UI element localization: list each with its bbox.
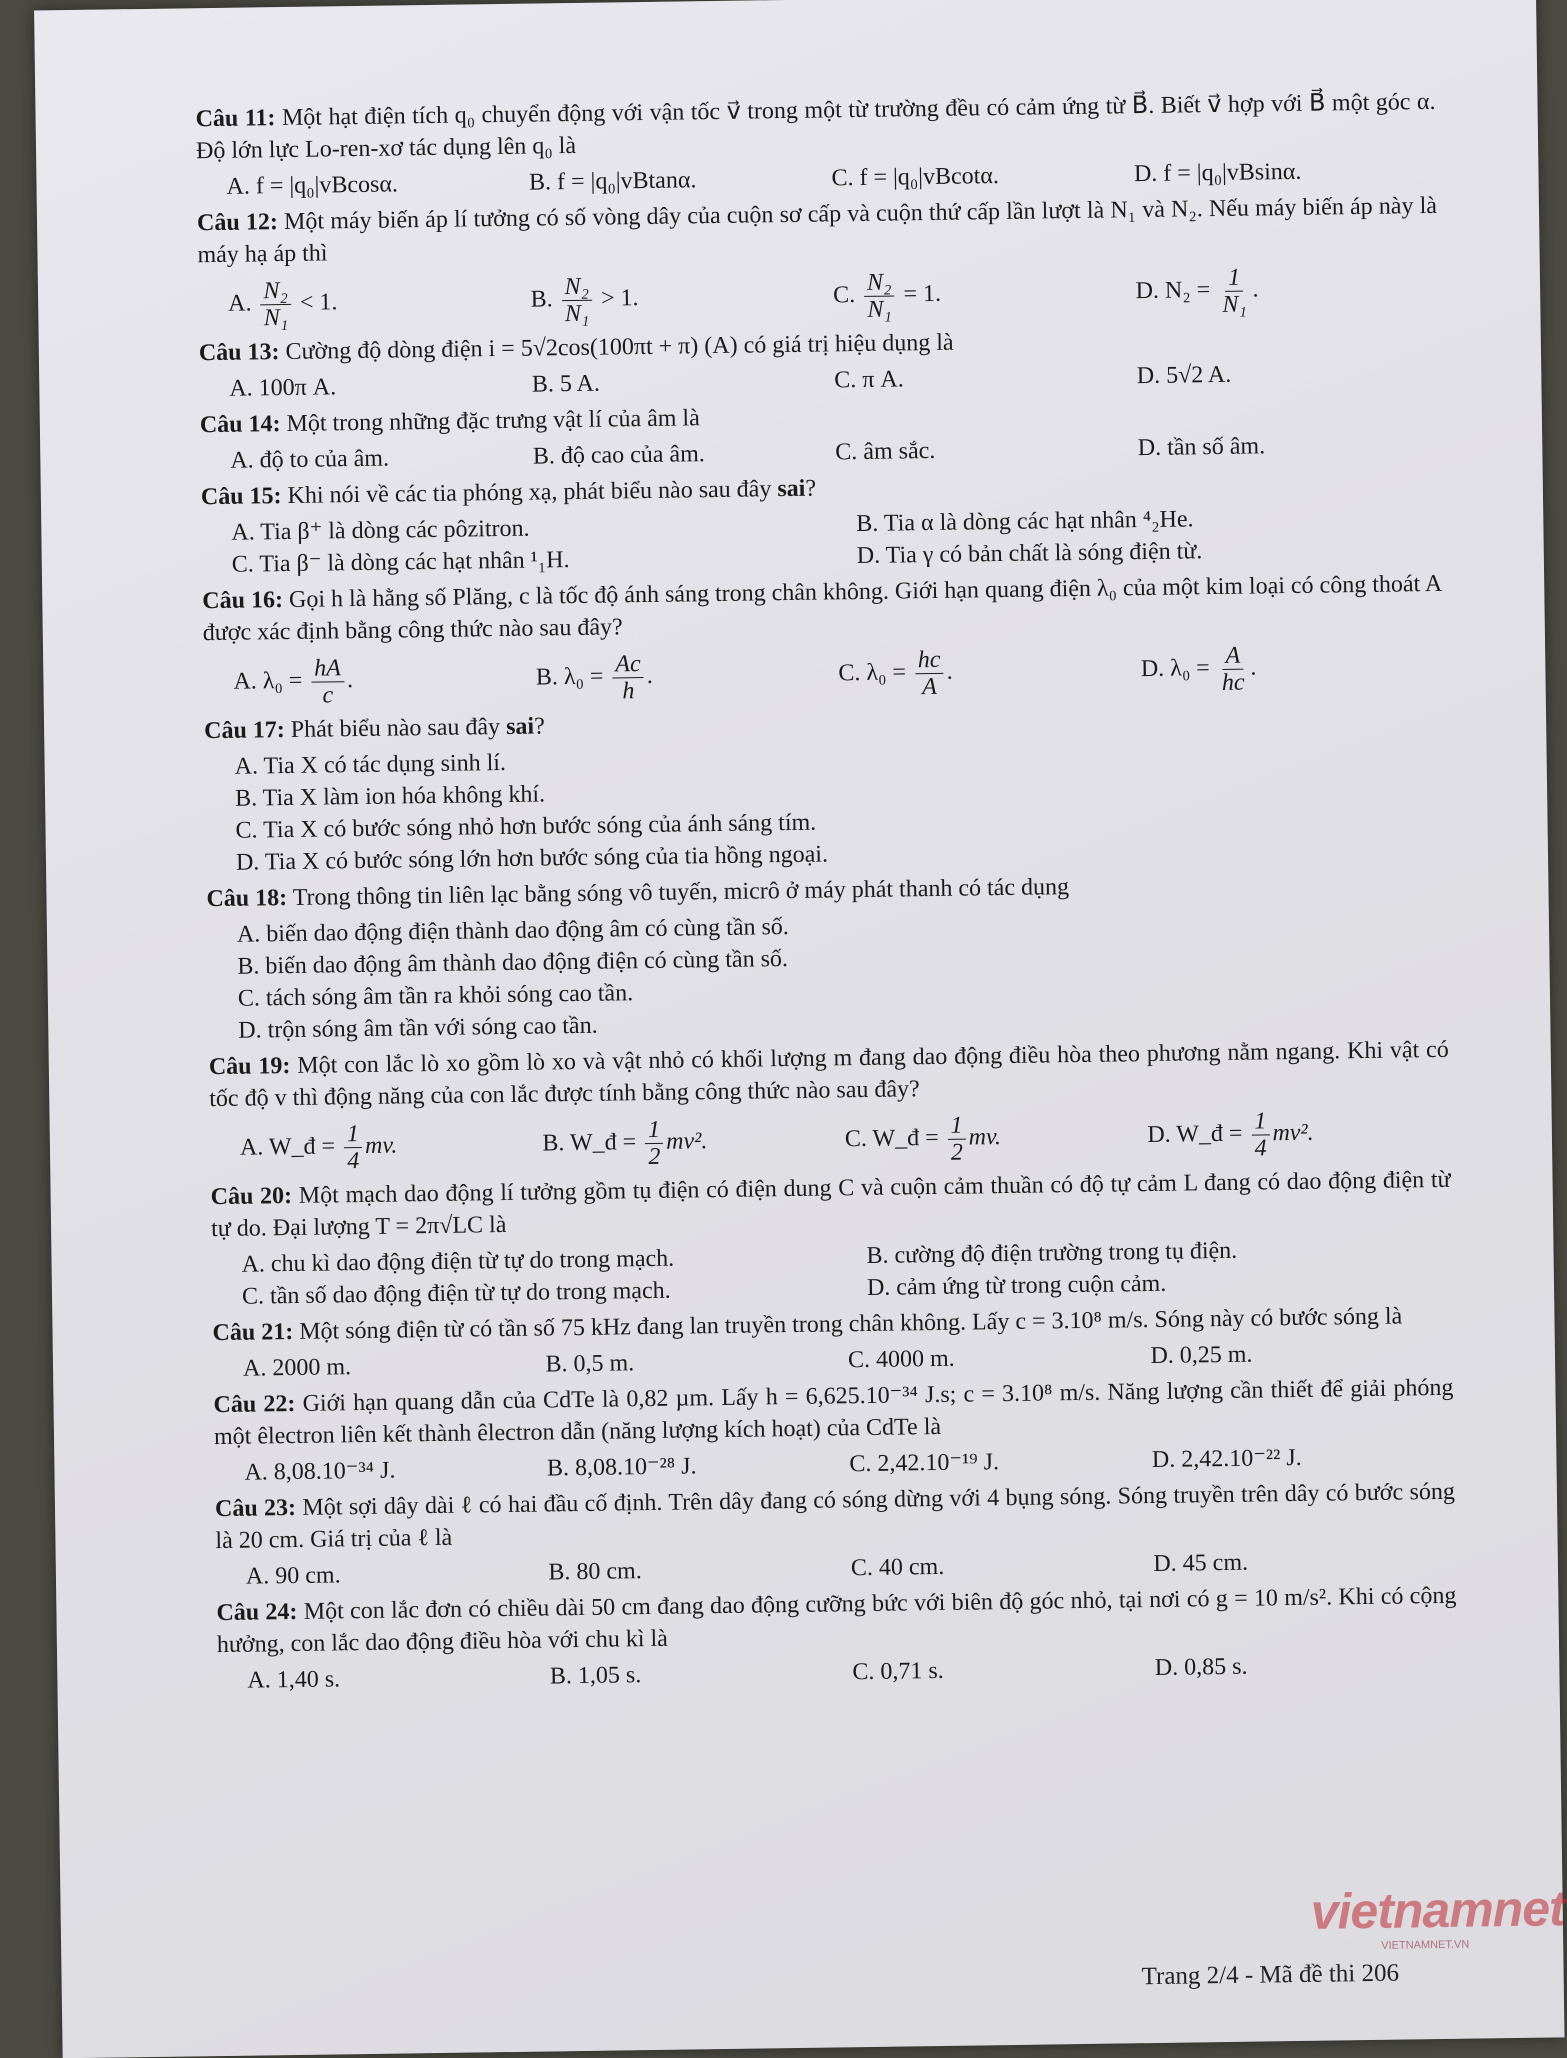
option-b[interactable]: B. 8,08.10⁻²⁸ J.	[546, 1453, 697, 1482]
option-b[interactable]	[530, 266, 833, 328]
option-a[interactable]: A. f = |q₀|vBcosα.	[226, 171, 399, 200]
numerator: 1	[344, 1121, 362, 1148]
option-b[interactable]: B. độ cao của âm.	[532, 441, 705, 470]
option-rest: mv.	[364, 1132, 398, 1159]
fraction	[612, 651, 644, 704]
question-text: Một mạch dao động lí tưởng gồm tụ điện có điện dung C và cuộn cảm thuần có độ tự cảm L đang có dao động điện từ tự do. Đại lượng T = 2π√LC là	[210, 1166, 1451, 1243]
option-d[interactable]: D. 45 cm.	[1153, 1549, 1249, 1578]
numerator: N₂	[561, 274, 592, 301]
option-a[interactable]: A. 2000 m.	[242, 1354, 352, 1382]
option-b[interactable]	[542, 1110, 845, 1172]
option-letter: A.	[228, 290, 252, 317]
emphasis-word: sai	[777, 475, 806, 503]
denominator: 2	[648, 1143, 661, 1171]
fraction	[645, 1117, 664, 1170]
option-d[interactable]: D. f = |q₀|vBsinα.	[1133, 158, 1302, 188]
option-d[interactable]: D. 2,42.10⁻²² J.	[1151, 1444, 1302, 1474]
option-formula: D. λ₀ =	[1140, 655, 1210, 683]
options	[201, 500, 1442, 581]
option-b[interactable]: B. 1,05 s.	[549, 1662, 642, 1690]
option-b[interactable]: B. 5 A.	[531, 370, 601, 398]
question-label: Câu 21:	[212, 1318, 294, 1347]
option-rest: mv.	[968, 1124, 1002, 1151]
question-24	[216, 1580, 1457, 1697]
option-a[interactable]: A. 100π A.	[229, 374, 337, 402]
question-22	[213, 1372, 1454, 1489]
denominator: 4	[347, 1148, 360, 1175]
question-text: Gọi h là hằng số Plăng, c là tốc độ ánh sáng trong chân không. Giới hạn quang điện λ₀ của một kim loại có công thoát A được xác định bằng công thức nào sau đây?	[202, 570, 1443, 647]
option-a[interactable]: A. 8,08.10⁻³⁴ J.	[244, 1457, 396, 1486]
question-19	[209, 1034, 1451, 1177]
question-text: Một máy biến áp lí tưởng có số vòng dây của cuộn sơ cấp và cuộn thứ cấp lần lượt là N₁ và N₂. Nếu máy biến áp này là máy hạ áp thì	[197, 192, 1438, 269]
numerator: Ac	[612, 651, 644, 678]
option-d[interactable]: D. λ₀ = $\frac{A}{hc}$ .	[1140, 642, 1257, 696]
denominator: A	[921, 673, 937, 701]
fraction	[947, 1113, 966, 1166]
fraction	[311, 655, 344, 708]
denominator: N₁	[263, 304, 289, 332]
option-c[interactable]: C. 4000 m.	[847, 1345, 955, 1374]
denominator: hc	[1221, 669, 1245, 696]
question-label: Câu 16:	[202, 587, 284, 615]
option-d[interactable]	[1147, 1102, 1450, 1164]
option-b[interactable]: B. 80 cm.	[548, 1558, 642, 1586]
option-b[interactable]: B. 0,5 m.	[545, 1350, 635, 1378]
fraction	[561, 274, 592, 327]
question-20	[210, 1164, 1452, 1313]
question-label: Câu 19:	[208, 1053, 291, 1081]
option-b[interactable]: B. Tia α là dòng các hạt nhân ⁴₂He.	[856, 506, 1194, 538]
option-c[interactable]: C. π A.	[834, 366, 904, 394]
question-text: Một sóng điện từ có tần số 75 kHz đang lan truyền trong chân không. Lấy c = 3.10⁸ m/s. Sóng này có bước sóng là	[299, 1303, 1403, 1345]
option-c[interactable]	[845, 1106, 1148, 1168]
option-b[interactable]: B. biến dao động âm thành dao động điện có cùng tần số.	[237, 946, 789, 980]
option-formula: D. W_đ =	[1147, 1120, 1243, 1149]
option-c[interactable]	[833, 262, 1136, 324]
numerator: A	[1222, 643, 1243, 670]
question-label: Câu 13:	[198, 339, 280, 367]
option-a[interactable]: A. Tia X có tác dụng sinh lí.	[234, 749, 507, 780]
option-d[interactable]: D. 0,85 s.	[1154, 1653, 1248, 1681]
fraction	[864, 269, 895, 322]
question-label: Câu 15:	[200, 483, 282, 511]
denominator: h	[622, 678, 635, 705]
question-text: Trong thông tin liên lạc bằng sóng vô tuyến, micrô ở máy phát thanh có tác dụng	[292, 874, 1070, 911]
option-letter: B.	[530, 286, 553, 313]
question-text: Giới hạn quang dẫn của CdTe là 0,82 µm. Lấy h = 6,625.10⁻³⁴ J.s; c = 3.10⁸ m/s. Năng lượng cần thiết để giải phóng một êlectron liên kết thành êlectron dẫn (năng lượng kích hoạt) của CdTe là	[213, 1374, 1454, 1451]
question-text: Một sợi dây dài ℓ có hai đầu cố định. Trên dây đang có sóng dừng với 4 bụng sóng. Sóng truyền trên dây có bước sóng là 20 cm. Giá trị của ℓ là	[215, 1478, 1456, 1555]
options	[207, 902, 1449, 1047]
option-b[interactable]: B. f = |q₀|vBtanα.	[528, 167, 697, 196]
numerator: N₂	[260, 278, 291, 305]
option-c[interactable]: C. Tia β⁻ là dòng các hạt nhân ¹₁H.	[231, 547, 570, 578]
fraction	[344, 1121, 363, 1174]
option-c[interactable]: C. 2,42.10⁻¹⁹ J.	[849, 1449, 1000, 1478]
fraction	[260, 278, 291, 331]
option-rest: < 1.	[299, 289, 338, 316]
vietnamnet-watermark-url: VIETNAMNET.VN	[1381, 1938, 1470, 1952]
option-c[interactable]: C. tần số dao động điện từ tự do trong mạch.	[241, 1277, 671, 1310]
option-d[interactable]: D. Tia γ có bản chất là sóng điện từ.	[856, 538, 1203, 570]
numerator: 1	[1225, 265, 1243, 292]
option-a[interactable]: A. chu kì dao động điện từ tự do trong mạch.	[241, 1245, 675, 1278]
question-label: Câu 20:	[210, 1183, 293, 1211]
numerator: 1	[645, 1117, 663, 1144]
exam-content	[195, 86, 1457, 1701]
question-text: Khi nói về các tia phóng xạ, phát biểu nào sau đây	[287, 476, 772, 509]
question-23	[215, 1476, 1456, 1593]
question-text: Một con lắc đơn có chiều dài 50 cm đang dao động cưỡng bức với biên độ góc nhỏ, tại nơi có g = 10 m/s². Khi có cộng hưởng, con lắc dao động điều hòa với chu kì là	[216, 1582, 1457, 1659]
option-a[interactable]: A. Tia β⁺ là dòng các pôzitron.	[231, 515, 530, 546]
denominator: N₁	[867, 296, 892, 323]
question-label: Câu 23:	[214, 1494, 297, 1523]
option-d[interactable]	[1135, 258, 1438, 320]
fraction	[915, 647, 944, 700]
option-b[interactable]: B. Tia X làm ion hóa không khí.	[234, 781, 546, 812]
options	[204, 734, 1446, 879]
denominator: 2	[950, 1139, 964, 1166]
option-letter: C.	[832, 282, 856, 309]
vietnamnet-watermark: vietnamnet	[1310, 1880, 1566, 1940]
question-17	[204, 698, 1446, 879]
option-d[interactable]: D. 0,25 m.	[1150, 1341, 1253, 1370]
question-text: Một hạt điện tích q₀ chuyển động với vận tốc v⃗ trong một từ trường đều có cảm ứng từ B⃗. Biết v⃗ hợp với B⃗ một góc α. Độ lớn lực Lo-ren-xơ tác dụng lên q₀ là	[195, 88, 1436, 165]
option-b[interactable]: B. cường độ điện trường trong tụ điện.	[866, 1237, 1238, 1269]
question-11	[195, 86, 1436, 203]
denominator: N₁	[1222, 291, 1247, 318]
question-14	[200, 392, 1441, 477]
option-rest: .	[1252, 276, 1259, 303]
question-text: Một con lắc lò xo gồm lò xo và vật nhỏ có khối lượng m đang dao động điều hòa theo phương nằm ngang. Khi vật có tốc độ v thì động năng của con lắc được tính bằng công thức nào sau đây?	[209, 1036, 1449, 1113]
option-a[interactable]	[240, 1115, 543, 1177]
option-d[interactable]: D. cảm ứng từ trong cuộn cảm.	[866, 1270, 1167, 1301]
question-21	[212, 1300, 1453, 1385]
option-c[interactable]: C. tách sóng âm tần ra khỏi sóng cao tần.	[237, 980, 634, 1012]
question-16	[202, 568, 1444, 711]
question-label: Câu 14:	[199, 411, 281, 439]
denominator: c	[322, 682, 334, 709]
fraction	[1251, 1108, 1270, 1161]
numerator: N₂	[864, 269, 895, 296]
page-footer: Trang 2/4 - Mã đề thi 206	[1141, 1959, 1400, 1991]
question-label: Câu 18:	[206, 885, 288, 913]
option-c[interactable]: C. λ₀ = $\frac{hc}{A}$ .	[838, 646, 953, 701]
option-d[interactable]: D. Tia X có bước sóng lớn hơn bước sóng của tia hồng ngoại.	[235, 841, 829, 876]
option-formula: B. W_đ =	[542, 1129, 637, 1157]
option-letter: D. N₂ =	[1135, 277, 1211, 305]
option-c[interactable]: C. 40 cm.	[850, 1553, 945, 1582]
option-a[interactable]	[228, 271, 531, 333]
option-c[interactable]: C. Tia X có bước sóng nhỏ hơn bước sóng của ánh sáng tím.	[235, 809, 817, 844]
emphasis-word: sai	[505, 713, 535, 740]
options	[211, 1232, 1452, 1313]
option-c[interactable]: C. f = |q₀|vBcotα.	[831, 163, 1000, 192]
option-rest: mv².	[666, 1128, 708, 1155]
option-d[interactable]: D. trộn sóng âm tần với sóng cao tần.	[238, 1012, 598, 1044]
option-a[interactable]: A. λ₀ = $\frac{hA}{c}$ .	[233, 655, 354, 709]
question-end: ?	[805, 475, 817, 502]
fraction	[1219, 265, 1250, 318]
question-15	[201, 464, 1442, 581]
option-a[interactable]: A. 90 cm.	[245, 1562, 341, 1590]
fraction	[1218, 643, 1247, 696]
option-rest: = 1.	[903, 280, 942, 308]
option-rest: mv².	[1272, 1119, 1314, 1147]
option-formula: A. λ₀ =	[233, 667, 303, 695]
question-text: Một trong những đặc trưng vật lí của âm là	[286, 405, 700, 437]
question-end: ?	[533, 713, 545, 740]
option-c[interactable]: C. âm sắc.	[835, 437, 936, 466]
question-label: Câu 22:	[213, 1390, 296, 1419]
option-d[interactable]: D. 5√2 A.	[1136, 361, 1232, 390]
numerator: 1	[947, 1113, 965, 1140]
option-b[interactable]: B. λ₀ = $\frac{Ac}{h}$ .	[535, 651, 653, 705]
question-13	[199, 320, 1440, 405]
option-formula: B. λ₀ =	[535, 663, 604, 691]
question-label: Câu 12:	[196, 209, 279, 237]
question-label: Câu 11:	[195, 105, 276, 133]
option-formula: C. λ₀ =	[838, 659, 907, 687]
option-a[interactable]: A. độ to của âm.	[230, 445, 390, 474]
option-d[interactable]: D. tần số âm.	[1137, 433, 1266, 462]
question-12	[197, 190, 1439, 333]
option-c[interactable]: C. 0,71 s.	[852, 1657, 944, 1686]
numerator: hc	[915, 647, 944, 674]
denominator: N₁	[564, 300, 590, 328]
exam-sheet	[34, 0, 1564, 2058]
denominator: 4	[1254, 1135, 1267, 1162]
question-label: Câu 17:	[203, 717, 285, 745]
question-text: Phát biểu nào sau đây	[290, 714, 501, 743]
option-a[interactable]: A. biến dao động điện thành dao động âm có cùng tần số.	[236, 914, 790, 948]
question-label: Câu 24:	[216, 1598, 298, 1627]
question-text: Cường độ dòng điện i = 5√2cos(100πt + π) (A) có giá trị hiệu dụng là	[285, 329, 954, 366]
question-18	[206, 866, 1448, 1047]
numerator: hA	[311, 655, 344, 682]
option-formula: A. W_đ =	[239, 1133, 336, 1161]
option-formula: C. W_đ =	[844, 1124, 939, 1153]
numerator: 1	[1251, 1108, 1269, 1135]
option-rest: > 1.	[600, 285, 639, 312]
option-a[interactable]: A. 1,40 s.	[247, 1666, 341, 1694]
